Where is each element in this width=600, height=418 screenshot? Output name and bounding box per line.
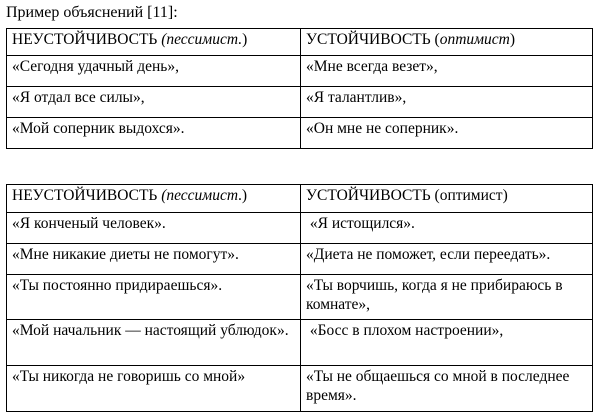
header-stability-label: УСТОЙЧИВОСТЬ <box>306 31 435 48</box>
table-header-row <box>7 29 593 56</box>
optimist-phrase: «Босс в плохом настроении», <box>301 320 593 366</box>
table-row <box>7 320 593 366</box>
header-stability-paren-close: ) <box>509 31 516 48</box>
table-row <box>7 87 593 118</box>
optimist-phrase: «Мне всегда везет», <box>301 56 593 87</box>
table-row <box>7 118 593 149</box>
header-instability-paren-close: ) <box>242 31 248 48</box>
header-stability-paren-open: ( <box>434 31 440 48</box>
header-instability-label: НЕУСТОЙЧИВОСТЬ <box>12 187 162 204</box>
pessimist-phrase: «Мне никакие диеты не помогут». <box>7 244 301 275</box>
table-row <box>7 366 593 412</box>
header-instability-paren-open: ( <box>161 31 167 48</box>
pessimist-phrase: «Я конченый человек». <box>7 213 301 244</box>
optimist-phrase: «Диета не поможет, если переедать». <box>301 244 593 275</box>
optimist-phrase: «Я талантлив», <box>301 87 593 118</box>
table-row <box>7 56 593 87</box>
header-instability-paren-close: .) <box>238 187 248 204</box>
table-row <box>7 275 593 320</box>
header-stability-note: оптимист <box>439 31 510 48</box>
pessimist-phrase: «Ты никогда не говоришь со мной» <box>7 366 301 412</box>
pessimist-phrase: «Мой соперник выдохся». <box>7 118 301 149</box>
header-stability <box>301 29 593 56</box>
optimist-phrase: «Он мне не соперник». <box>301 118 593 149</box>
optimist-phrase: «Я истощился». <box>301 213 593 244</box>
optimist-phrase: «Ты ворчишь, когда я не прибираюсь в комнате», <box>301 275 593 320</box>
pessimist-phrase: «Сегодня удачный день», <box>7 56 301 87</box>
optimist-phrase: «Ты не общаешься со мной в последнее время». <box>301 366 593 412</box>
table-row <box>7 213 593 244</box>
pessimist-phrase: «Ты постоянно придираешься». <box>7 275 301 320</box>
pessimist-phrase: «Я отдал все силы», <box>7 87 301 118</box>
table-row <box>7 244 593 275</box>
explanations-table-1 <box>6 28 593 149</box>
pessimist-phrase: «Мой начальник — настоящий ублюдок». <box>7 320 301 366</box>
header-instability-paren-open: ( <box>161 187 167 204</box>
header-instability <box>7 29 301 56</box>
intro-text: Пример объяснений [11]: <box>6 4 178 21</box>
header-instability-label: НЕУСТОЙЧИВОСТЬ <box>12 31 162 48</box>
table-header-row <box>7 185 593 213</box>
header-instability-note: пессимист. <box>166 31 243 48</box>
explanations-table-2 <box>6 184 593 412</box>
header-instability-note: пессимист <box>166 187 239 204</box>
header-instability <box>7 185 301 213</box>
header-stability: УСТОЙЧИВОСТЬ (оптимист) <box>301 185 593 213</box>
